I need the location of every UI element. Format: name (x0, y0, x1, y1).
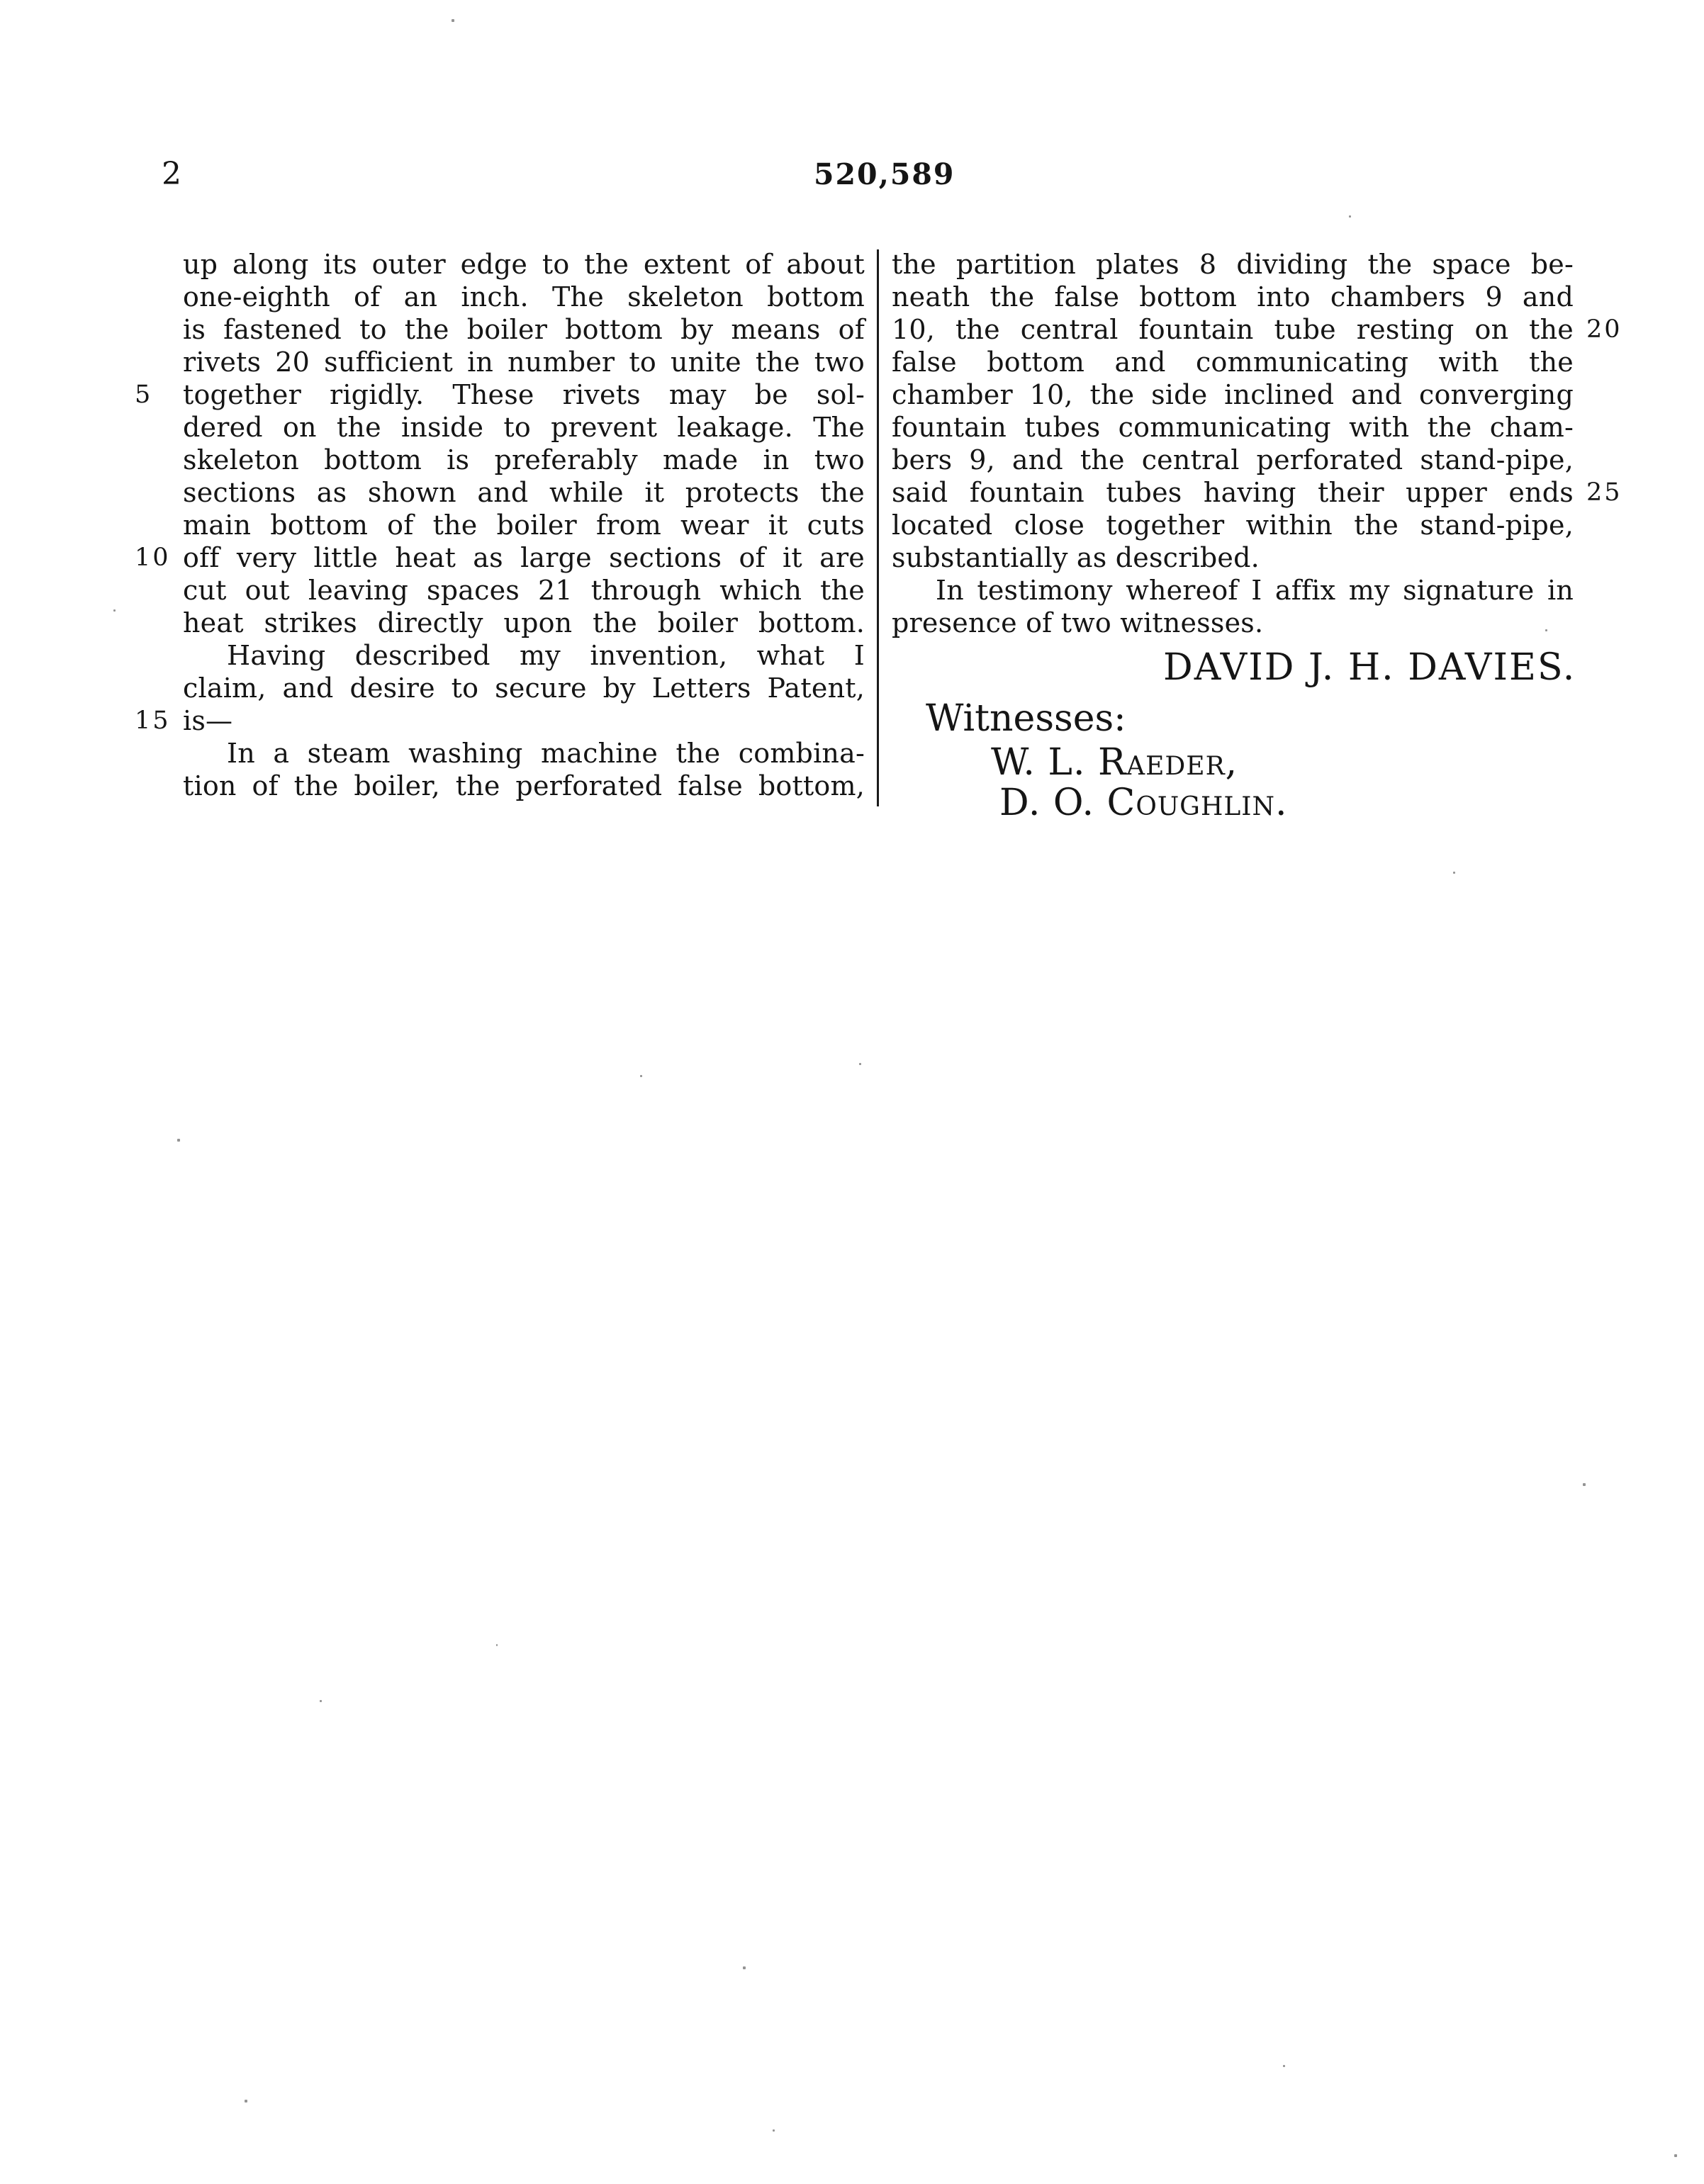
scan-speck (1349, 215, 1351, 218)
text-line (892, 444, 1574, 476)
scan-speck (1283, 2065, 1285, 2067)
text-line-content: one-eighth of an inch. The skeleton bottom (183, 281, 865, 313)
line-number: 15 (135, 707, 171, 735)
text-line (892, 281, 1574, 313)
text-line-content: off very little heat as large sections of it are (183, 542, 865, 573)
text-line-content: main bottom of the boiler from wear it cuts (183, 510, 865, 541)
text-line (183, 411, 865, 444)
right-text-column (892, 248, 1622, 639)
text-line-content: sections as shown and while it protects the (183, 477, 865, 508)
text-line (135, 541, 865, 574)
scan-speck (773, 2129, 775, 2132)
scan-speck (320, 1700, 322, 1702)
text-line-content: located close together within the stand-pipe, (892, 510, 1574, 541)
line-number: 25 (1586, 478, 1622, 507)
scan-speck (452, 19, 454, 22)
text-line (183, 639, 865, 672)
text-line-content: is fastened to the boiler bottom by means of (183, 314, 865, 345)
text-line-content: 10, the central fountain tube resting on the (892, 314, 1574, 345)
text-line-content: said fountain tubes having their upper ends (892, 477, 1574, 508)
text-line (892, 346, 1574, 378)
text-line-content: neath the false bottom into chambers 9 and (892, 281, 1574, 313)
scan-speck (245, 2100, 247, 2103)
text-line-content: fountain tubes communicating with the cham- (892, 412, 1574, 443)
scan-speck (496, 1644, 498, 1646)
witnesses-label: Witnesses: (926, 697, 1126, 740)
text-line (892, 574, 1574, 607)
text-line (183, 509, 865, 541)
text-line (183, 607, 865, 639)
text-line-content: together rigidly. These rivets may be sol- (183, 379, 865, 410)
scan-speck (177, 1139, 180, 1142)
text-line-content: the partition plates 8 dividing the space be- (892, 249, 1574, 280)
text-line-content: In a steam washing machine the combina- (227, 738, 865, 769)
scan-speck (113, 609, 116, 612)
text-line (892, 476, 1622, 509)
text-line (183, 672, 865, 704)
text-line (183, 346, 865, 378)
text-line (892, 313, 1622, 346)
text-line-content: false bottom and communicating with the (892, 347, 1574, 378)
text-line (183, 476, 865, 509)
text-line-content: up along its outer edge to the extent of about (183, 249, 865, 280)
text-line-content: skeleton bottom is preferably made in two (183, 444, 865, 475)
text-line (135, 704, 865, 737)
text-line-content: claim, and desire to secure by Letters Patent, (183, 672, 865, 704)
scan-speck (640, 1075, 642, 1077)
witness-name: D. O. Coughlin. (999, 782, 1288, 824)
scan-speck (1674, 2154, 1677, 2157)
left-text-column (135, 248, 865, 802)
text-line (183, 770, 865, 802)
line-number: 5 (135, 381, 153, 409)
text-line (892, 248, 1574, 281)
page-number: 2 (162, 156, 181, 192)
scan-speck (1545, 629, 1547, 631)
text-line-content: tion of the boiler, the perforated false bottom, (183, 770, 865, 801)
scan-speck (859, 1063, 861, 1065)
line-number: 10 (135, 544, 171, 572)
text-line-content: rivets 20 sufficient in number to unite the two (183, 347, 865, 378)
patent-number: 520,589 (814, 157, 955, 191)
text-line (183, 574, 865, 607)
witness-name: W. L. Raeder, (991, 741, 1238, 784)
text-line-content: bers 9, and the central perforated stand-pipe, (892, 444, 1574, 475)
scan-speck (1583, 1483, 1586, 1486)
text-line (892, 509, 1574, 541)
scan-speck (743, 1966, 746, 1969)
line-number: 20 (1586, 315, 1622, 344)
text-line-content: In testimony whereof I affix my signature in (936, 575, 1574, 606)
text-line (892, 607, 1574, 639)
inventor-signature: DAVID J. H. DAVIES. (1163, 646, 1576, 689)
text-line (892, 378, 1574, 411)
text-line-content: dered on the inside to prevent leakage. The (183, 412, 865, 443)
text-line (183, 444, 865, 476)
text-line-content: cut out leaving spaces 21 through which the (183, 575, 865, 606)
text-line (183, 281, 865, 313)
text-line-content: presence of two witnesses. (892, 607, 1264, 638)
text-line (892, 541, 1574, 574)
text-line-content: is— (183, 705, 233, 736)
text-line-content: chamber 10, the side inclined and converging (892, 379, 1574, 410)
column-divider-rule (877, 249, 879, 806)
text-line (892, 411, 1574, 444)
text-line (135, 378, 865, 411)
text-line (183, 737, 865, 770)
text-line (183, 313, 865, 346)
text-line-content: heat strikes directly upon the boiler bottom. (183, 607, 865, 638)
scan-speck (1453, 872, 1455, 874)
text-line-content: substantially as described. (892, 542, 1260, 573)
text-line (183, 248, 865, 281)
text-line-content: Having described my invention, what I (227, 640, 865, 671)
